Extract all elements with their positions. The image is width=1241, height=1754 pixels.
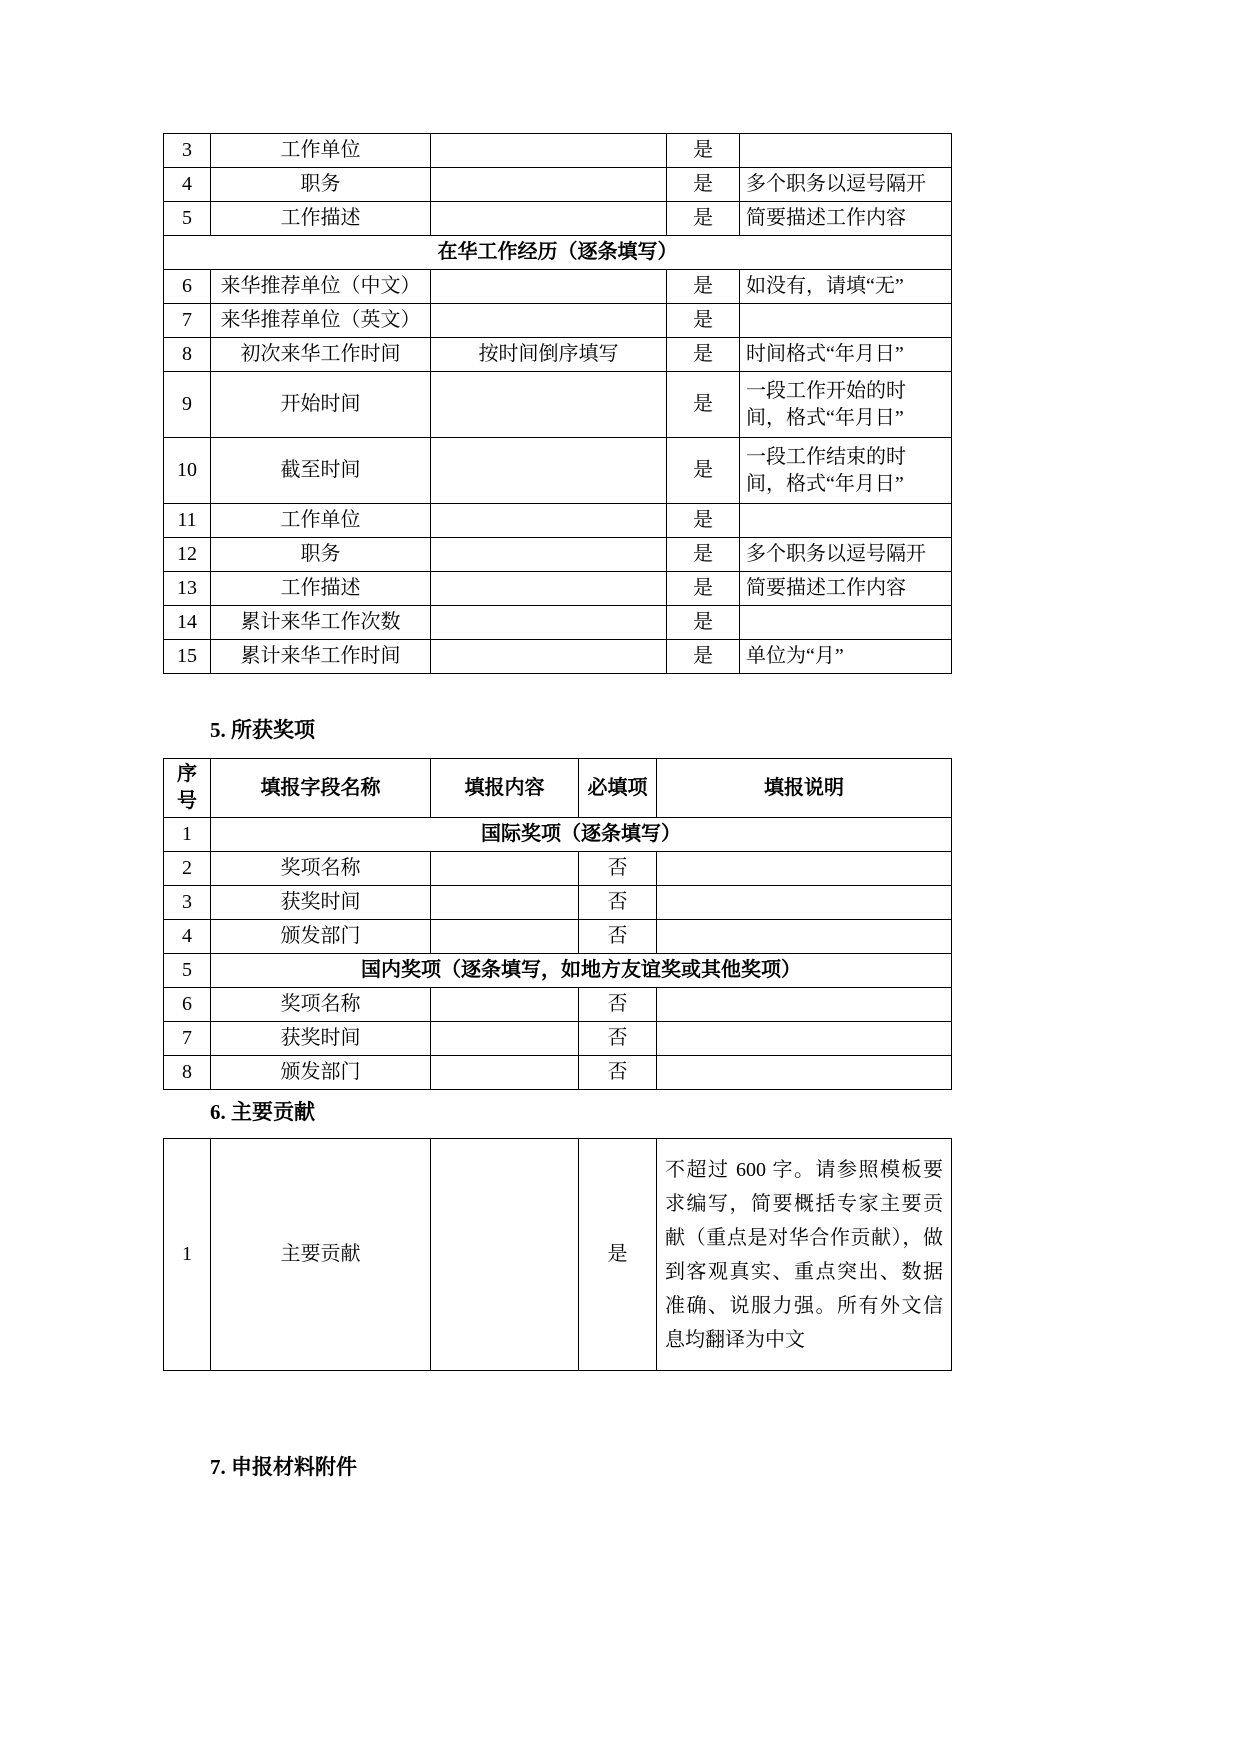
col-header-required: 必填项 — [579, 759, 657, 818]
document-content — [163, 133, 951, 1481]
required-cell: 否 — [579, 886, 657, 920]
content-cell — [431, 202, 667, 236]
content-cell — [431, 640, 667, 674]
required-cell: 是 — [667, 270, 740, 304]
contributions-table — [163, 1138, 952, 1371]
content-cell — [431, 538, 667, 572]
required-cell: 是 — [667, 640, 740, 674]
content-cell — [431, 304, 667, 338]
table-section-row — [164, 818, 952, 852]
field-name-cell: 来华推荐单位（英文） — [211, 304, 431, 338]
content-cell — [431, 920, 579, 954]
content-cell: 按时间倒序填写 — [431, 338, 667, 372]
section-heading-contributions: 6. 主要贡献 — [210, 1100, 315, 1125]
col-header-content: 填报内容 — [431, 759, 579, 818]
table-row — [164, 988, 952, 1022]
field-name-cell: 初次来华工作时间 — [211, 338, 431, 372]
note-cell: 多个职务以逗号隔开 — [740, 538, 952, 572]
table-row — [164, 1022, 952, 1056]
row-no-cell: 5 — [164, 202, 211, 236]
note-cell: 时间格式“年月日” — [740, 338, 952, 372]
content-cell — [431, 886, 579, 920]
row-no-cell: 8 — [164, 338, 211, 372]
field-name-cell: 获奖时间 — [211, 886, 431, 920]
note-cell — [740, 134, 952, 168]
required-cell: 是 — [667, 606, 740, 640]
field-name-cell: 累计来华工作次数 — [211, 606, 431, 640]
required-cell: 否 — [579, 852, 657, 886]
work-history-table — [163, 133, 952, 674]
field-name-cell: 工作单位 — [211, 504, 431, 538]
field-name-cell: 奖项名称 — [211, 988, 431, 1022]
required-cell: 是 — [667, 504, 740, 538]
row-no-cell: 1 — [164, 1139, 211, 1371]
content-cell — [431, 988, 579, 1022]
required-cell: 是 — [667, 168, 740, 202]
required-cell: 是 — [667, 572, 740, 606]
row-no-cell: 9 — [164, 372, 211, 438]
note-cell — [657, 1022, 952, 1056]
row-no-cell: 11 — [164, 504, 211, 538]
table-row — [164, 852, 952, 886]
field-name-cell: 获奖时间 — [211, 1022, 431, 1056]
required-cell: 是 — [667, 134, 740, 168]
row-no-cell: 3 — [164, 134, 211, 168]
field-name-cell: 奖项名称 — [211, 852, 431, 886]
note-cell — [740, 504, 952, 538]
table-row — [164, 372, 952, 438]
content-cell — [431, 1022, 579, 1056]
note-cell: 单位为“月” — [740, 640, 952, 674]
table-header-row — [164, 759, 952, 818]
section-title-cell: 国内奖项（逐条填写，如地方友谊奖或其他奖项） — [211, 954, 952, 988]
row-no-cell: 8 — [164, 1056, 211, 1090]
note-cell: 不超过 600 字。请参照模板要求编写，简要概括专家主要贡献（重点是对华合作贡献），做到客观真实、重点突出、数据准确、说服力强。所有外文信息均翻译为中文 — [657, 1139, 952, 1371]
required-cell: 是 — [667, 372, 740, 438]
required-cell: 是 — [579, 1139, 657, 1371]
content-cell — [431, 504, 667, 538]
table-row — [164, 1139, 952, 1371]
note-cell: 简要描述工作内容 — [740, 202, 952, 236]
table-row — [164, 438, 952, 504]
table-row — [164, 1056, 952, 1090]
note-cell: 多个职务以逗号隔开 — [740, 168, 952, 202]
content-cell — [431, 372, 667, 438]
table-row — [164, 920, 952, 954]
row-no-cell: 4 — [164, 168, 211, 202]
table-row — [164, 134, 952, 168]
row-no-cell: 2 — [164, 852, 211, 886]
note-cell — [657, 920, 952, 954]
table-row — [164, 202, 952, 236]
table-section-row — [164, 236, 952, 270]
field-name-cell: 工作描述 — [211, 572, 431, 606]
required-cell: 是 — [667, 202, 740, 236]
section-title-cell: 在华工作经历（逐条填写） — [164, 236, 952, 270]
field-name-cell: 工作描述 — [211, 202, 431, 236]
note-cell — [740, 606, 952, 640]
content-cell — [431, 1139, 579, 1371]
row-no-cell: 7 — [164, 304, 211, 338]
note-cell: 简要描述工作内容 — [740, 572, 952, 606]
table-row — [164, 886, 952, 920]
field-name-cell: 开始时间 — [211, 372, 431, 438]
row-no-cell: 7 — [164, 1022, 211, 1056]
field-name-cell: 工作单位 — [211, 134, 431, 168]
field-name-cell: 来华推荐单位（中文） — [211, 270, 431, 304]
note-cell — [657, 852, 952, 886]
note-cell: 如没有，请填“无” — [740, 270, 952, 304]
field-name-cell: 颁发部门 — [211, 1056, 431, 1090]
table-row — [164, 606, 952, 640]
row-no-cell: 6 — [164, 270, 211, 304]
required-cell: 是 — [667, 338, 740, 372]
field-name-cell: 职务 — [211, 538, 431, 572]
content-cell — [431, 438, 667, 504]
awards-table — [163, 758, 952, 1090]
content-cell — [431, 270, 667, 304]
row-no-cell: 15 — [164, 640, 211, 674]
note-cell: 一段工作结束的时间，格式“年月日” — [740, 438, 952, 504]
table-row — [164, 338, 952, 372]
field-name-cell: 职务 — [211, 168, 431, 202]
required-cell: 否 — [579, 988, 657, 1022]
row-no-cell: 13 — [164, 572, 211, 606]
required-cell: 是 — [667, 304, 740, 338]
row-no-cell: 6 — [164, 988, 211, 1022]
row-no-cell: 14 — [164, 606, 211, 640]
required-cell: 是 — [667, 538, 740, 572]
required-cell: 否 — [579, 920, 657, 954]
row-no-cell: 4 — [164, 920, 211, 954]
row-no-cell: 12 — [164, 538, 211, 572]
content-cell — [431, 606, 667, 640]
section-heading-awards: 5. 所获奖项 — [210, 718, 315, 742]
note-cell: 一段工作开始的时间，格式“年月日” — [740, 372, 952, 438]
content-cell — [431, 134, 667, 168]
section-title-cell: 国际奖项（逐条填写） — [211, 818, 952, 852]
field-name-cell: 累计来华工作时间 — [211, 640, 431, 674]
note-cell — [657, 988, 952, 1022]
table-row — [164, 168, 952, 202]
field-name-cell: 截至时间 — [211, 438, 431, 504]
row-no-cell: 10 — [164, 438, 211, 504]
table-row — [164, 270, 952, 304]
row-no-cell: 3 — [164, 886, 211, 920]
content-cell — [431, 1056, 579, 1090]
note-cell — [657, 886, 952, 920]
required-cell: 否 — [579, 1022, 657, 1056]
table-row — [164, 538, 952, 572]
table-section-row — [164, 954, 952, 988]
content-cell — [431, 852, 579, 886]
row-no-cell: 1 — [164, 818, 211, 852]
table-row — [164, 304, 952, 338]
note-cell — [657, 1056, 952, 1090]
col-header-field: 填报字段名称 — [211, 759, 431, 818]
required-cell: 是 — [667, 438, 740, 504]
field-name-cell: 主要贡献 — [211, 1139, 431, 1371]
table-row — [164, 640, 952, 674]
col-header-no: 序号 — [164, 759, 211, 818]
note-cell — [740, 304, 952, 338]
content-cell — [431, 572, 667, 606]
table-row — [164, 504, 952, 538]
content-cell — [431, 168, 667, 202]
field-name-cell: 颁发部门 — [211, 920, 431, 954]
section-heading-attachments: 7. 申报材料附件 — [210, 1455, 357, 1480]
col-header-note: 填报说明 — [657, 759, 952, 818]
required-cell: 否 — [579, 1056, 657, 1090]
table-row — [164, 572, 952, 606]
row-no-cell: 5 — [164, 954, 211, 988]
